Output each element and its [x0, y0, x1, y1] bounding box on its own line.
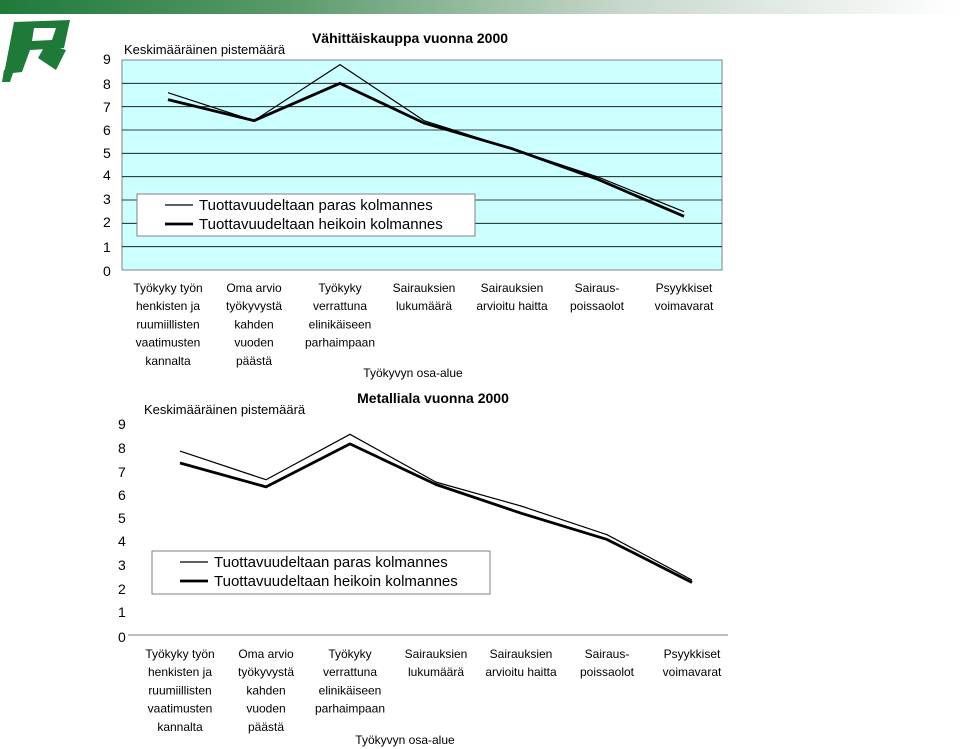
chart1-x-tick-label: Työkyky — [318, 281, 362, 295]
chart1-chart-title: Vähittäiskauppa vuonna 2000 — [311, 30, 509, 46]
chart2-x-tick-label: poissaolot — [579, 665, 635, 680]
chart2-x-tick-label: Työkyky — [328, 647, 372, 661]
chart2-x-tick-label: työkyvystä — [237, 665, 295, 680]
chart1-y-tick-label: 6 — [103, 122, 111, 138]
chart2-legend-label: Tuottavuudeltaan heikoin kolmannes — [214, 573, 458, 590]
chart1-y-tick-label: 7 — [103, 99, 111, 115]
chart1-y-tick-label: 9 — [103, 51, 111, 67]
chart1-y-tick-label: 3 — [103, 191, 111, 207]
chart1-x-tick-label: Psyykkiset — [655, 281, 713, 295]
chart2-y-tick-label: 3 — [118, 557, 126, 573]
chart2-x-tick-label: kannalta — [157, 719, 203, 734]
chart1-x-tick-label: kannalta — [145, 353, 191, 368]
chart1-x-tick-label: voimavarat — [654, 299, 714, 314]
chart2-x-tick-label: lukumäärä — [407, 665, 465, 680]
chart2-y-tick-label: 5 — [118, 510, 126, 526]
chart2-y-tick-label: 8 — [118, 440, 126, 456]
chart1-y-tick-label: 1 — [103, 239, 111, 255]
chart1-y-tick-label: 0 — [103, 263, 111, 279]
chart1-x-tick-label: vuoden — [234, 335, 274, 350]
chart1-x-tick-label: Sairauksien — [392, 281, 456, 295]
chart2-x-tick-label: verrattuna — [322, 665, 378, 680]
chart2-x-tick-label: Työkyky työn — [145, 647, 215, 661]
chart1-x-tick-label: lukumäärä — [395, 299, 453, 314]
chart1-x-tick-label: työkyvystä — [225, 299, 283, 314]
chart2-x-tick-label: Sairauksien — [489, 647, 553, 661]
chart1-x-tick-label: kahden — [234, 317, 274, 332]
chart2-x-tick-label: Sairauksien — [404, 647, 468, 661]
chart1-x-tick-label: Oma arvio — [226, 281, 282, 295]
chart1-legend-label: Tuottavuudeltaan paras kolmannes — [199, 197, 433, 214]
chart1-y-axis-label: Keskimääräinen pistemäärä — [124, 42, 286, 57]
chart2-y-tick-label: 7 — [118, 464, 126, 480]
chart2-y-tick-label: 2 — [118, 581, 126, 597]
chart2-x-tick-label: Psyykkiset — [663, 647, 721, 661]
chart2-chart-title: Metalliala vuonna 2000 — [357, 390, 509, 406]
chart2-x-tick-label: Sairaus- — [584, 647, 630, 661]
chart1-y-tick-label: 4 — [103, 167, 111, 183]
chart2-x-tick-label: elinikäiseen — [318, 683, 382, 698]
chart1-x-tick-label: Sairauksien — [480, 281, 544, 295]
chart1-x-tick-label: Sairaus- — [574, 281, 620, 295]
chart1-legend-label: Tuottavuudeltaan heikoin kolmannes — [199, 216, 443, 233]
chart1-x-tick-label: poissaolot — [569, 299, 625, 314]
chart2-x-tick-label: kahden — [246, 683, 286, 698]
chart2-x-tick-label: voimavarat — [662, 665, 722, 680]
chart1-x-tick-label: Työkyky työn — [133, 281, 203, 295]
chart1-y-tick-label: 5 — [103, 145, 111, 161]
chart1-x-tick-label: elinikäiseen — [308, 317, 372, 332]
chart1-y-tick-label: 2 — [103, 214, 111, 230]
chart1-y-tick-label: 8 — [103, 76, 111, 92]
chart2-x-tick-label: vaatimusten — [147, 701, 213, 716]
chart1-x-tick-label: vaatimusten — [135, 335, 201, 350]
chart1-x-tick-label: verrattuna — [312, 299, 368, 314]
chart2-x-tick-label: vuoden — [246, 701, 286, 716]
chart2-y-tick-label: 9 — [118, 416, 126, 432]
chart2-legend-label: Tuottavuudeltaan paras kolmannes — [214, 554, 448, 571]
chart1-plot-area — [122, 60, 722, 270]
chart2-y-tick-label: 4 — [118, 533, 126, 549]
chart2-y-axis-label: Keskimääräinen pistemäärä — [144, 402, 306, 417]
chart1-x-tick-label: henkisten ja — [135, 299, 201, 314]
chart2-y-tick-label: 1 — [118, 604, 126, 620]
chart2-x-tick-label: päästä — [247, 719, 285, 734]
chart1-x-tick-label: parhaimpaan — [304, 335, 376, 350]
chart2-x-tick-label: henkisten ja — [147, 665, 213, 680]
chart1-x-tick-label: ruumiillisten — [136, 317, 200, 332]
chart1-x-tick-label: päästä — [235, 353, 273, 368]
chart2-y-tick-label: 0 — [118, 629, 126, 645]
chart2-x-tick-label: Oma arvio — [238, 647, 294, 661]
chart1-x-tick-label: arvioitu haitta — [476, 299, 548, 314]
chart2-y-tick-label: 6 — [118, 487, 126, 503]
chart2-x-tick-label: parhaimpaan — [314, 701, 386, 716]
chart2-x-tick-label: arvioitu haitta — [485, 665, 557, 680]
chart1-x-axis-label: Työkyvyn osa-alue — [363, 366, 463, 380]
chart2-x-tick-label: ruumiillisten — [148, 683, 212, 698]
chart2-x-axis-label: Työkyvyn osa-alue — [355, 733, 455, 747]
